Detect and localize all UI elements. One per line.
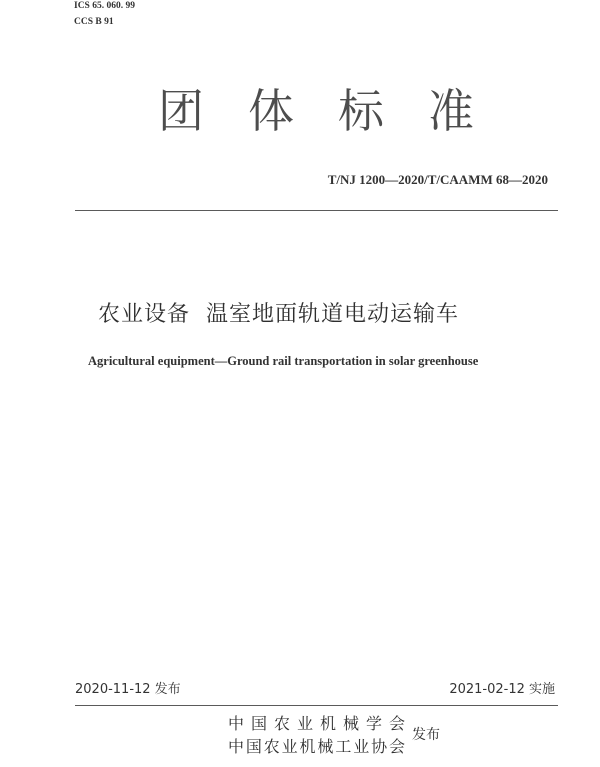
bottom-divider: [75, 705, 558, 706]
ics-code: ICS 65. 060. 99: [74, 1, 135, 11]
standard-number: T/NJ 1200—2020/T/CAAMM 68—2020: [327, 172, 548, 187]
issuing-organizations: [228, 712, 405, 758]
issue-date: 2020-11-12 发布: [75, 682, 181, 697]
implementation-date: 2021-02-12 实施: [449, 682, 555, 697]
issuer-name: 中国农业机械工业协会: [228, 737, 405, 756]
title-chinese: 农业设备 温室地面轨道电动运输车: [98, 302, 459, 327]
title-english: Agricultural equipment—Ground rail transportation in solar greenhouse: [88, 354, 479, 368]
document-type-heading: 团体标准: [158, 84, 518, 138]
ccs-code: CCS B 91: [74, 17, 114, 27]
issuer-name: 中国农业机械学会: [228, 714, 405, 733]
top-divider: [75, 210, 558, 211]
issue-label: 发布: [412, 727, 440, 743]
